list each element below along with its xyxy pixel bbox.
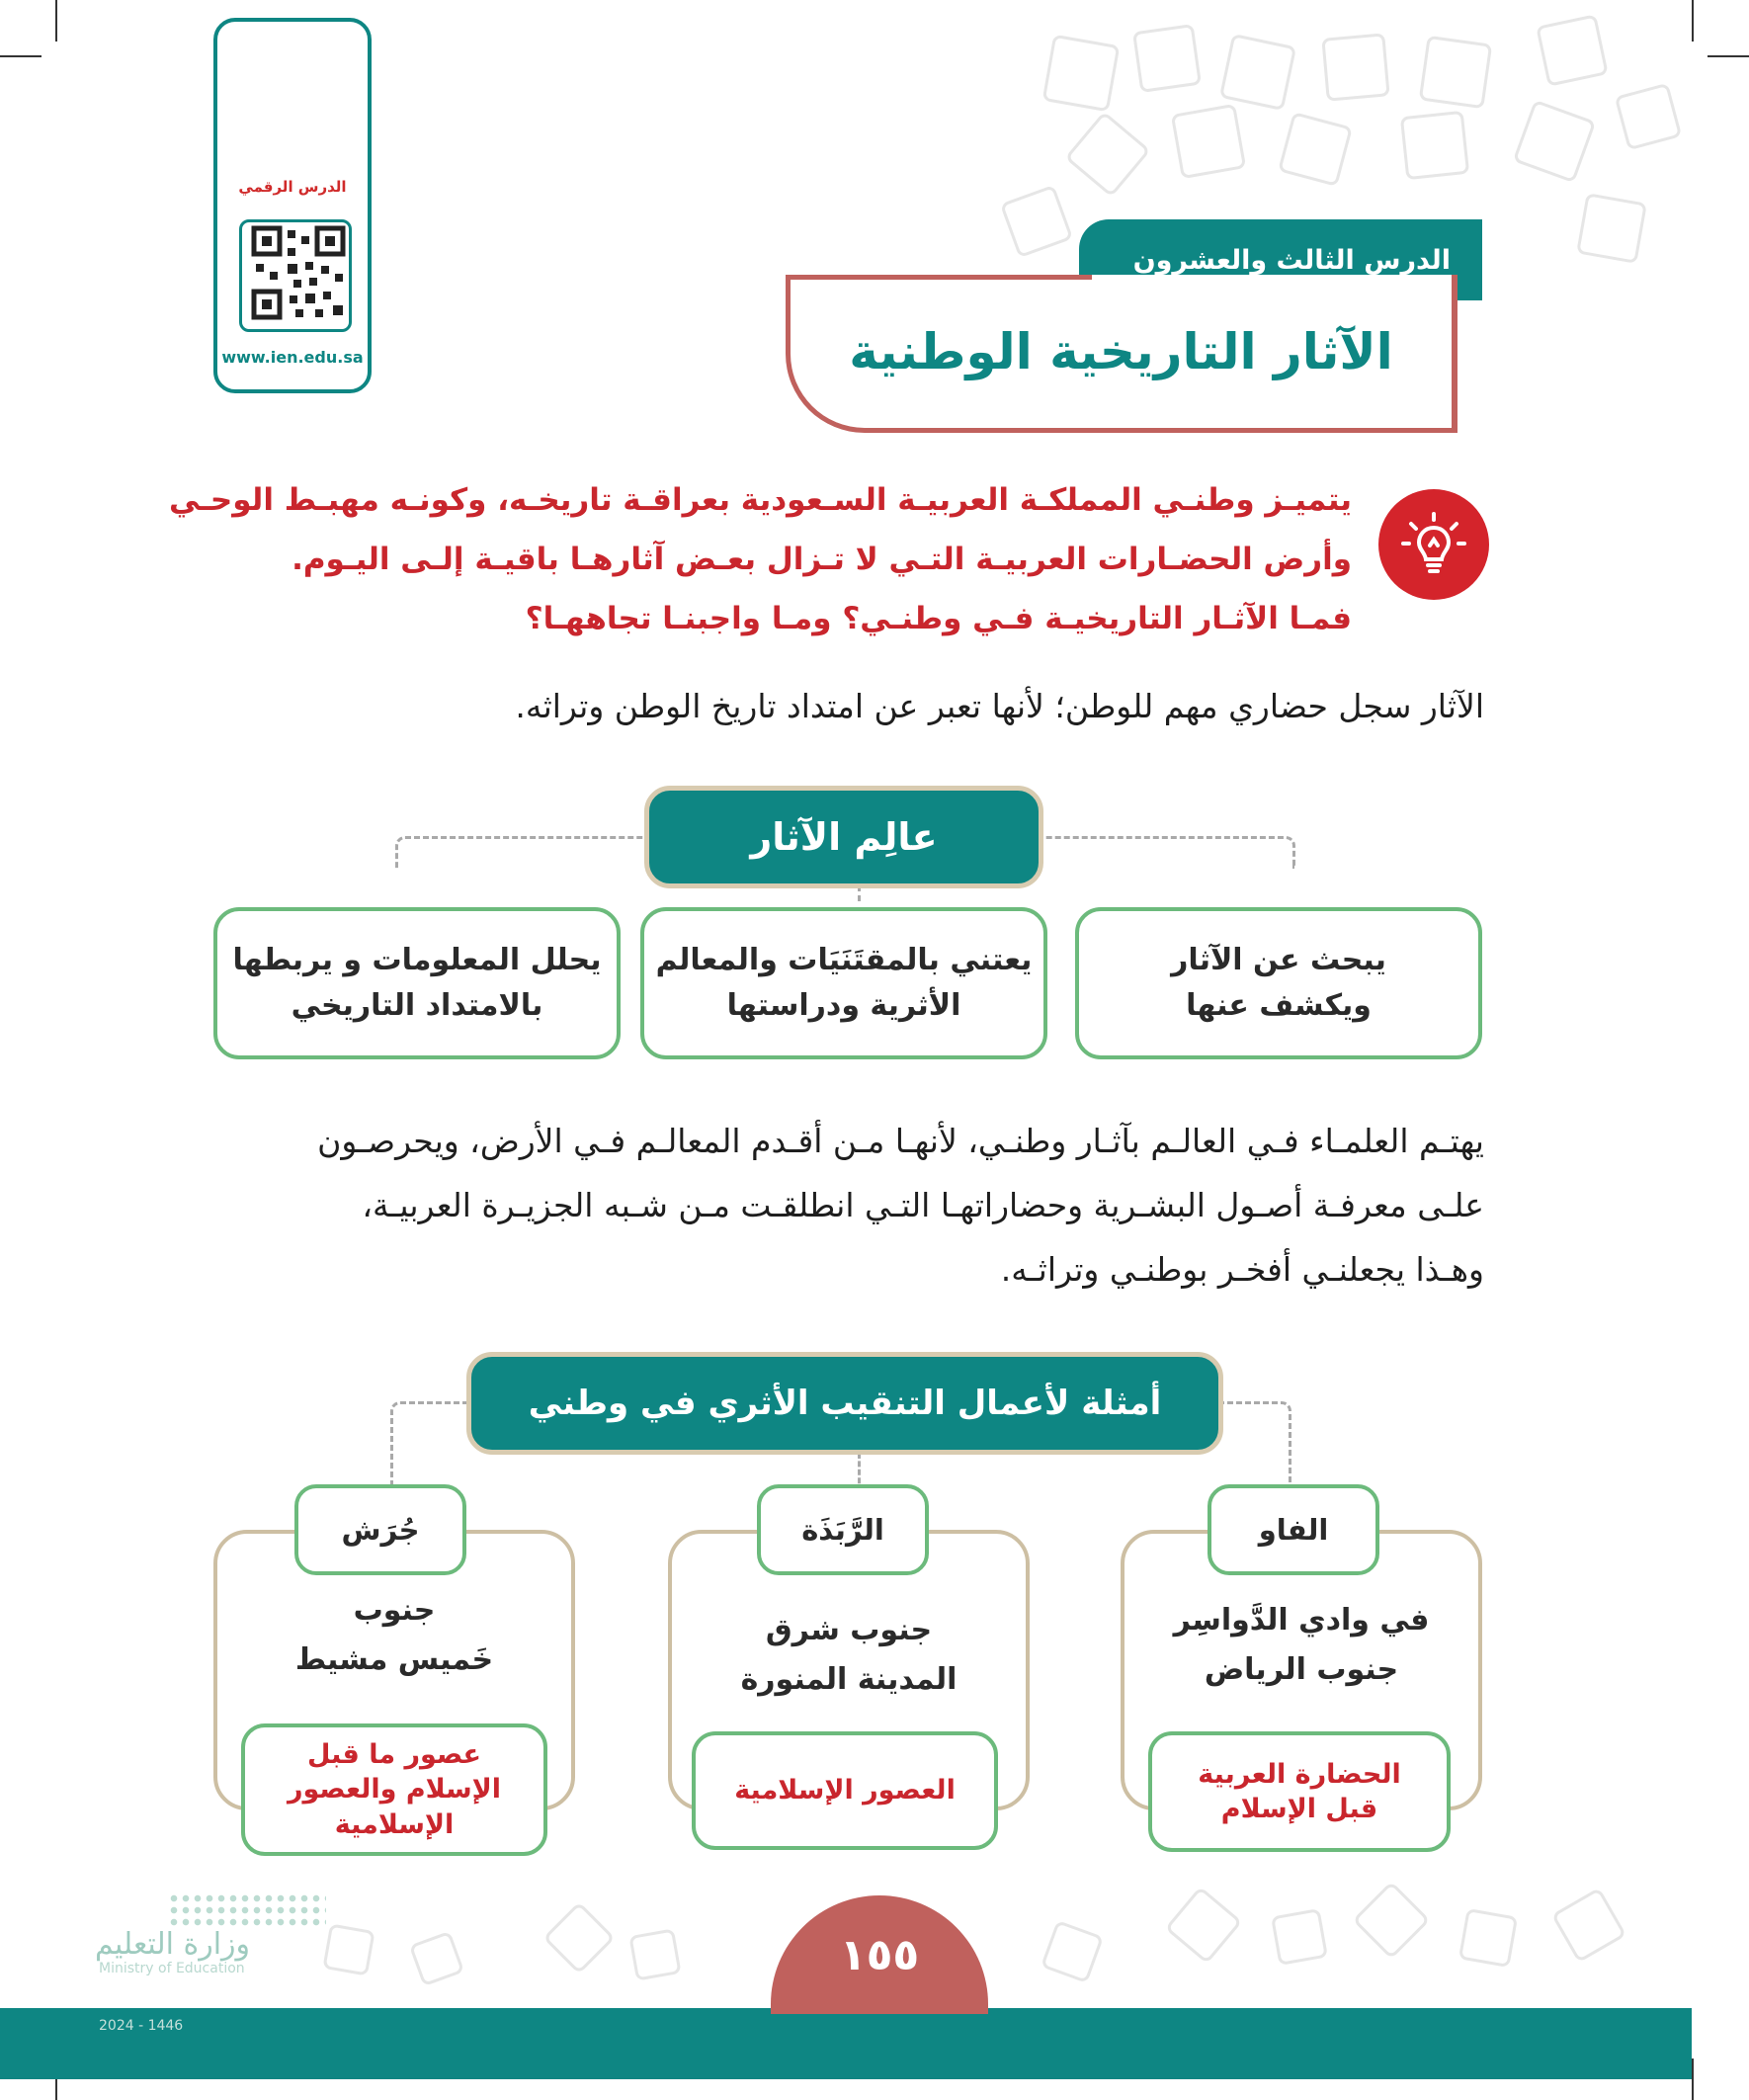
site-3-era-line-1: عصور ما قبل bbox=[307, 1739, 481, 1771]
role-1-line-1: يبحث عن الآثار bbox=[1171, 942, 1386, 977]
site-1-era-line-1: الحضارة العربية bbox=[1198, 1758, 1401, 1790]
site-3-location-line-2: خَميس مشيط bbox=[294, 1641, 494, 1677]
intro-line-2: وأرض الحضـارات العربيـة التـي لا تـزال بعـض آثارهـا باقيـة إلـى اليـوم. bbox=[292, 542, 1352, 577]
lightbulb-icon bbox=[1378, 489, 1489, 600]
site-2-location-line-1: جنوب شرق bbox=[765, 1613, 933, 1647]
ministry-logo-dots bbox=[168, 1892, 326, 1926]
crop-mark bbox=[0, 55, 42, 57]
role-2-line-2: الأثرية ودراستها bbox=[726, 988, 961, 1023]
site-location-jurash bbox=[213, 1586, 575, 1684]
paragraph-1: الآثار سجل حضاري مهم للوطن؛ لأنها تعبر عن امتداد تاريخ الوطن وتراثه. bbox=[515, 687, 1484, 725]
archaeologist-role-3 bbox=[213, 907, 621, 1059]
role-3-line-2: بالامتداد التاريخي bbox=[291, 988, 543, 1023]
ministry-name-english: Ministry of Education bbox=[99, 1961, 245, 1976]
page-title: الآثار التاريخية الوطنية bbox=[849, 322, 1393, 380]
paragraph-2-line-2: علـى معرفـة أصـول البشـرية وحضاراتهـا التـي انطلقـت مـن شـبه الجزيـرة العربيـة، bbox=[362, 1186, 1484, 1224]
site-location-al-rabadha bbox=[668, 1606, 1030, 1704]
digital-lesson-card[interactable] bbox=[213, 18, 372, 393]
site-1-location-line-2: جنوب الرياض bbox=[1204, 1651, 1399, 1687]
role-2-line-1: يعتني بالمقتَنَيَات والمعالم bbox=[655, 942, 1033, 977]
page-number: ١٥٥ bbox=[771, 1895, 988, 2014]
crop-mark bbox=[55, 0, 57, 42]
role-1-line-2: ويكشف عنها bbox=[1186, 988, 1372, 1023]
edition-year: 2024 - 1446 bbox=[99, 2018, 184, 2034]
site-location-al-faw bbox=[1121, 1596, 1482, 1694]
digital-lesson-label: الدرس الرقمي bbox=[238, 178, 347, 196]
site-era-jurash bbox=[241, 1723, 547, 1856]
site-era-al-rabadha bbox=[692, 1731, 998, 1850]
intro-line-1: يتميـز وطنـي المملكـة العربيـة السـعودية بعراقـة تاريخـه، وكونـه مهبـط الوحـي bbox=[168, 482, 1352, 518]
site-1-location-line-1: في وادي الدَّواسِر bbox=[1173, 1603, 1430, 1638]
site-3-era-line-3: الإسلامية bbox=[334, 1808, 455, 1840]
crop-mark bbox=[1692, 0, 1694, 42]
archaeologist-role-2 bbox=[640, 907, 1047, 1059]
intro-line-3: فمـا الآثـار التاريخيـة فـي وطنـي؟ ومـا واجبنـا تجاههـا؟ bbox=[525, 601, 1352, 636]
paragraph-2-line-1: يهتـم العلمـاء فـي العالـم بآثـار وطنـي، لأنهـا مـن أقـدم المعالـم فـي الأرض، ويحرصـون bbox=[317, 1122, 1484, 1160]
role-3-line-1: يحلل المعلومات و يربطها bbox=[232, 942, 602, 977]
site-name-al-faw: الفاو bbox=[1208, 1484, 1379, 1575]
lesson-number-tab: الدرس الثالث والعشرون bbox=[1079, 219, 1482, 300]
ministry-name-arabic: وزارة التعليم bbox=[95, 1927, 251, 1962]
title-frame-top-border bbox=[786, 275, 1092, 280]
site-2-era-line-1: العصور الإسلامية bbox=[734, 1775, 956, 1806]
archaeologist-heading: عالِم الآثار bbox=[644, 786, 1043, 888]
site-name-jurash: جُرَش bbox=[294, 1484, 466, 1575]
site-name-al-rabadha: الرَّبَذَة bbox=[757, 1484, 929, 1575]
site-2-location-line-2: المدينة المنورة bbox=[740, 1661, 958, 1697]
qr-code-icon[interactable] bbox=[239, 219, 352, 332]
footer-bar bbox=[0, 2008, 1692, 2079]
archaeologist-role-1 bbox=[1075, 907, 1482, 1059]
site-1-era-line-2: قبل الإسلام bbox=[1220, 1794, 1378, 1824]
title-frame bbox=[786, 275, 1458, 433]
site-3-location-line-1: جنوب bbox=[353, 1593, 436, 1628]
excavation-heading: أمثلة لأعمال التنقيب الأثري في وطني bbox=[466, 1352, 1223, 1455]
website-url[interactable]: www.ien.edu.sa bbox=[221, 348, 364, 367]
crop-mark bbox=[1692, 2058, 1694, 2100]
site-3-era-line-2: الإسلام والعصور bbox=[287, 1774, 502, 1806]
site-era-al-faw bbox=[1148, 1731, 1451, 1852]
paragraph-2-line-3: وهـذا يجعلنـي أفخـر بوطنـي وتراثـه. bbox=[1000, 1250, 1484, 1289]
crop-mark bbox=[1707, 55, 1749, 57]
